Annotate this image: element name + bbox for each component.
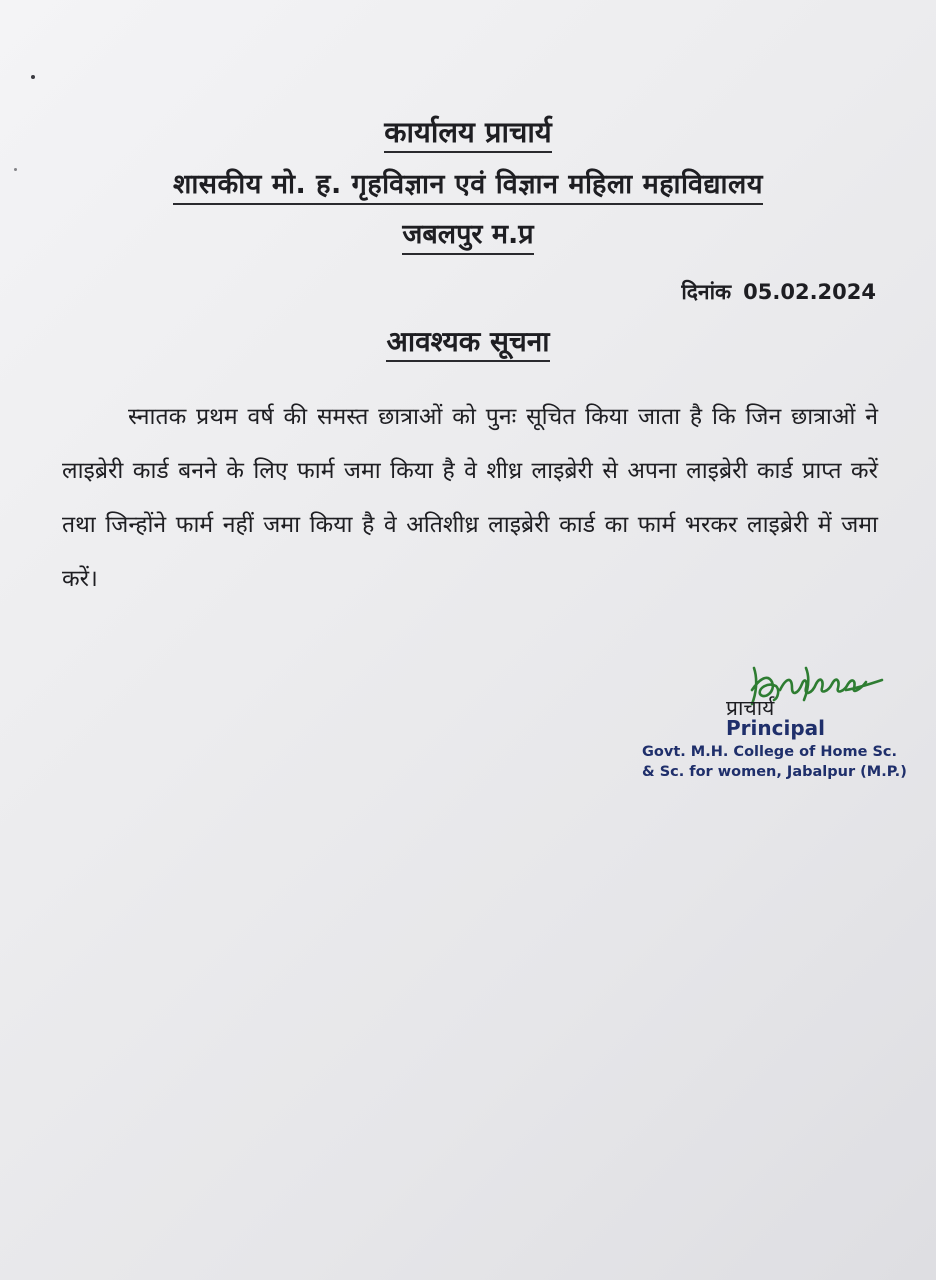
signatory-title-english: Principal xyxy=(726,716,825,740)
college-name xyxy=(0,168,936,205)
college-name-text: शासकीय मो. ह. गृहविज्ञान एवं विज्ञान महिला महाविद्यालय xyxy=(173,168,763,205)
notice-heading xyxy=(0,324,936,362)
date-value: 05.02.2024 xyxy=(743,280,876,304)
date-label: दिनांक xyxy=(681,280,732,304)
college-address-line-1: Govt. M.H. College of Home Sc. xyxy=(642,744,898,760)
college-address-line-2: & Sc. for women, Jabalpur (M.P.) xyxy=(642,764,907,780)
notice-body: स्नातक प्रथम वर्ष की समस्त छात्राओं को पुनः सूचित किया जाता है कि जिन छात्राओं ने लाइब्रेरी कार्ड बनने के लिए फार्म जमा किया है वे शीध्र लाइब्रेरी से अपना लाइब्रेरी कार्ड प्राप्त करें तथा जिन्होंने फार्म नहीं जमा किया है वे अतिशीध्र लाइब्रेरी कार्ड का फार्म भरकर लाइब्रेरी में जमा करें। xyxy=(62,404,878,592)
paper-speck xyxy=(31,75,35,79)
city-text: जबलपुर म.प्र xyxy=(402,218,533,255)
signatory-title-hindi: प्राचार्य xyxy=(726,696,775,720)
city-line xyxy=(0,218,936,255)
notice-heading-text: आवश्यक सूचना xyxy=(386,324,549,362)
office-title-text: कार्यालय प्राचार्य xyxy=(384,114,551,153)
date-line xyxy=(681,278,876,306)
office-title xyxy=(0,114,936,153)
